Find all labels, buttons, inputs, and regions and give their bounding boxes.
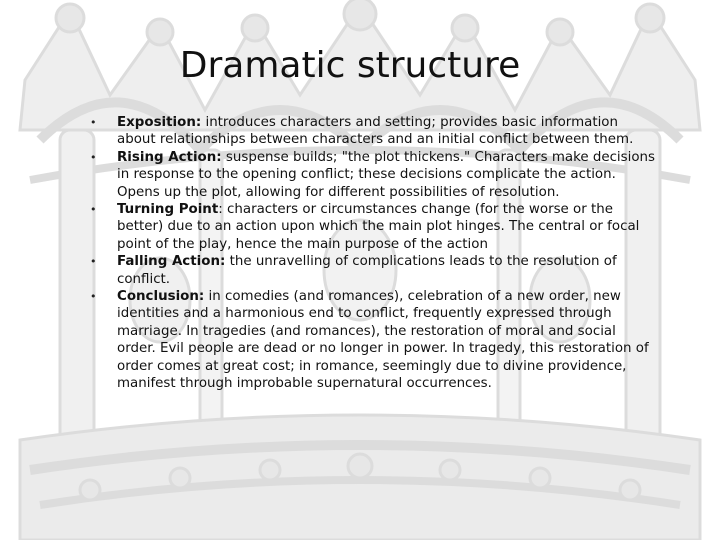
- bullet-list: [86, 114, 656, 393]
- bullet-dot-icon: •: [90, 290, 97, 304]
- bullet-item-turning-point: [86, 201, 656, 253]
- bullet-dot-icon: •: [90, 116, 97, 129]
- bullet-text: the unravelling of complications leads to the resolution of conflict.: [117, 254, 617, 287]
- bullet-item-rising-action: [86, 149, 656, 201]
- bullet-item-conclusion: [86, 288, 656, 392]
- bullet-dot-icon: •: [90, 150, 97, 164]
- bullet-term: Falling Action:: [117, 254, 226, 270]
- bullet-dot-icon: •: [90, 255, 97, 269]
- bullet-text: introduces characters and setting; provides basic information about relationships between characters and an initial conflict between them.: [117, 115, 634, 148]
- bullet-term: Turning Point: [117, 202, 219, 218]
- bullet-term: Conclusion:: [117, 289, 205, 305]
- bullet-term: Exposition:: [117, 115, 202, 130]
- bullet-dot-icon: •: [90, 203, 97, 217]
- bullet-term: Rising Action:: [117, 149, 222, 165]
- bullet-text: : characters or circumstances change (for the worse or the better) due to an action upon which the main plot hinges. The central or focal point of the play, hence the main purpose of the action: [117, 202, 640, 252]
- bullet-item-exposition: [86, 114, 656, 149]
- bullet-text: suspense builds; "the plot thickens." Characters make decisions in response to the opening conflict; these decisions complicate the action. Opens up the plot, allowing for different possibilities of resolution.: [117, 149, 656, 200]
- slide-title: Dramatic structure: [179, 45, 521, 86]
- bullet-text: in comedies (and romances), celebration of a new order, new identities and a harmonious end to conflict, frequently expressed through marriage. In tragedies (and romances), the restoration of moral and social order. Evil people are dead or no longer in power. In tragedy, this restoration of order comes at great cost; in romance, seemingly due to divine providence, manifest through improbable supernatural occurrences.: [117, 289, 649, 392]
- bullet-item-falling-action: [86, 253, 656, 288]
